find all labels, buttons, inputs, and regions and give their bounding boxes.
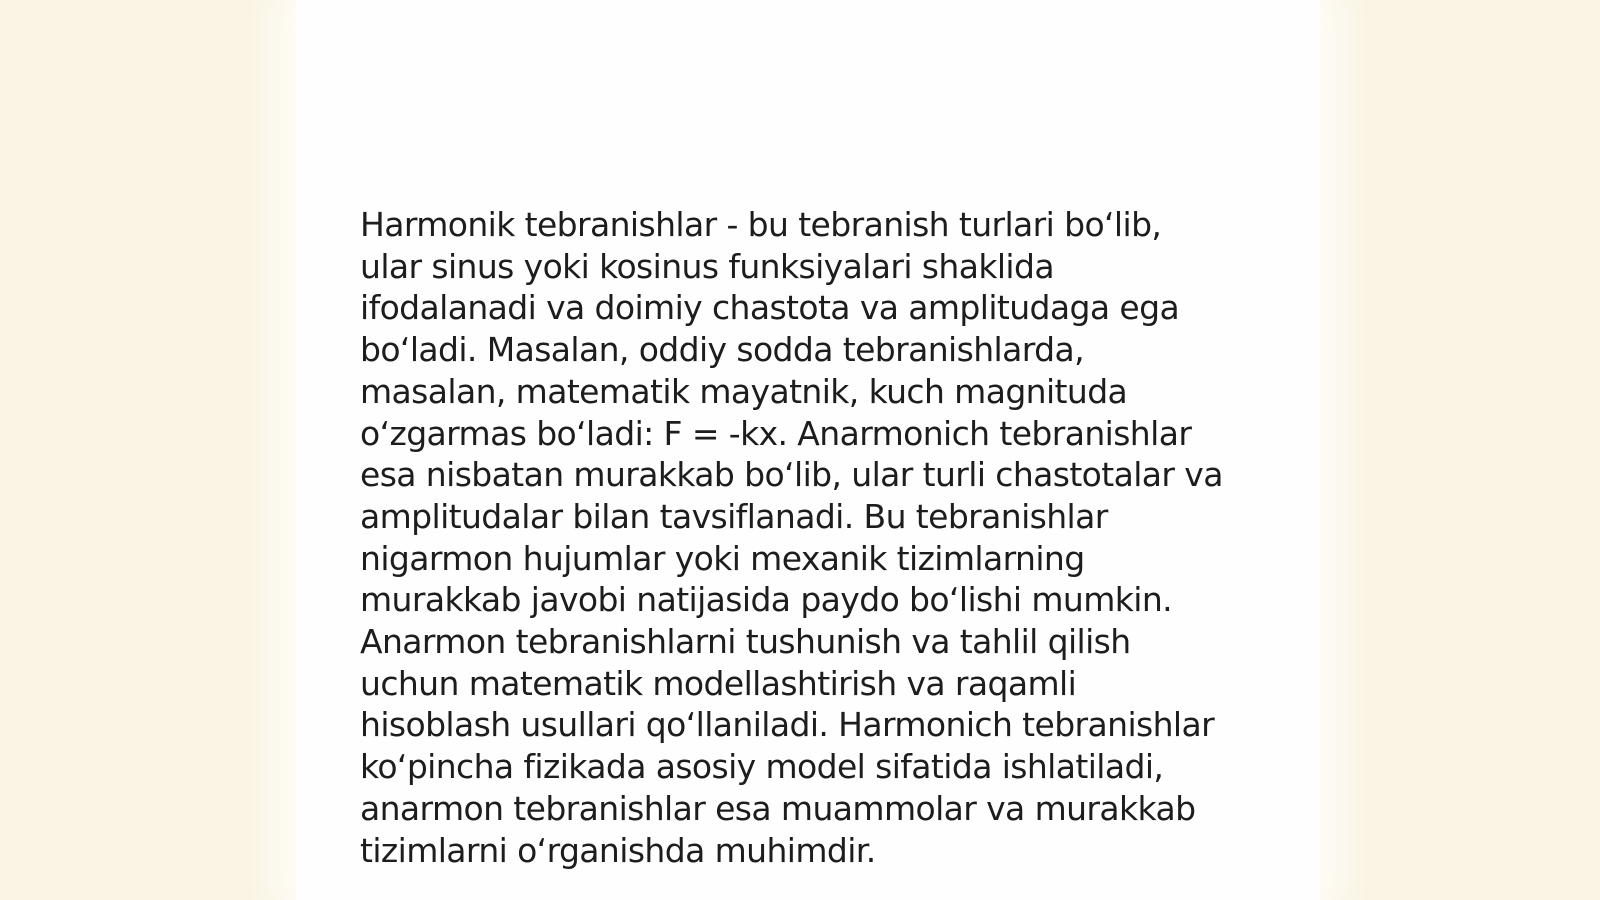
paragraph-line: Anarmon tebranishlarni tushunish va tahlil qilish bbox=[360, 622, 1131, 662]
paragraph-line: tizimlarni o‘rganishda muhimdir. bbox=[360, 830, 876, 870]
paragraph-line: murakkab javobi natijasida paydo bo‘lishi mumkin. bbox=[360, 580, 1173, 620]
paragraph-line: ko‘pincha fizikada asosiy model sifatida ishlatiladi, bbox=[360, 747, 1164, 787]
paragraph-line: Harmonik tebranishlar - bu tebranish turlari bo‘lib, bbox=[360, 205, 1162, 244]
paragraph-line: nigarmon hujumlar yoki mexanik tizimlarning bbox=[360, 538, 1085, 578]
body-paragraph bbox=[360, 204, 1260, 871]
paragraph-line: anarmon tebranishlar esa muammolar va murakkab bbox=[360, 788, 1196, 828]
paragraph-line: ular sinus yoki kosinus funksiyalari shaklida bbox=[360, 246, 1054, 286]
paragraph-line: amplitudalar bilan tavsiflanadi. Bu tebranishlar bbox=[360, 496, 1108, 536]
paragraph-line: uchun matematik modellashtirish va raqamli bbox=[360, 663, 1077, 703]
paragraph-line: hisoblash usullari qo‘llaniladi. Harmonich tebranishlar bbox=[360, 705, 1215, 745]
paragraph-line: o‘zgarmas bo‘ladi: F = -kx. Anarmonich tebranishlar bbox=[360, 413, 1192, 453]
paragraph-line: esa nisbatan murakkab bo‘lib, ular turli chastotalar va bbox=[360, 455, 1223, 495]
paragraph-line: ifodalanadi va doimiy chastota va amplitudaga ega bbox=[360, 288, 1180, 328]
paragraph-line: bo‘ladi. Masalan, oddiy sodda tebranishlarda, bbox=[360, 330, 1084, 370]
document-page bbox=[296, 0, 1320, 900]
paragraph-line: masalan, matematik mayatnik, kuch magnituda bbox=[360, 371, 1128, 411]
